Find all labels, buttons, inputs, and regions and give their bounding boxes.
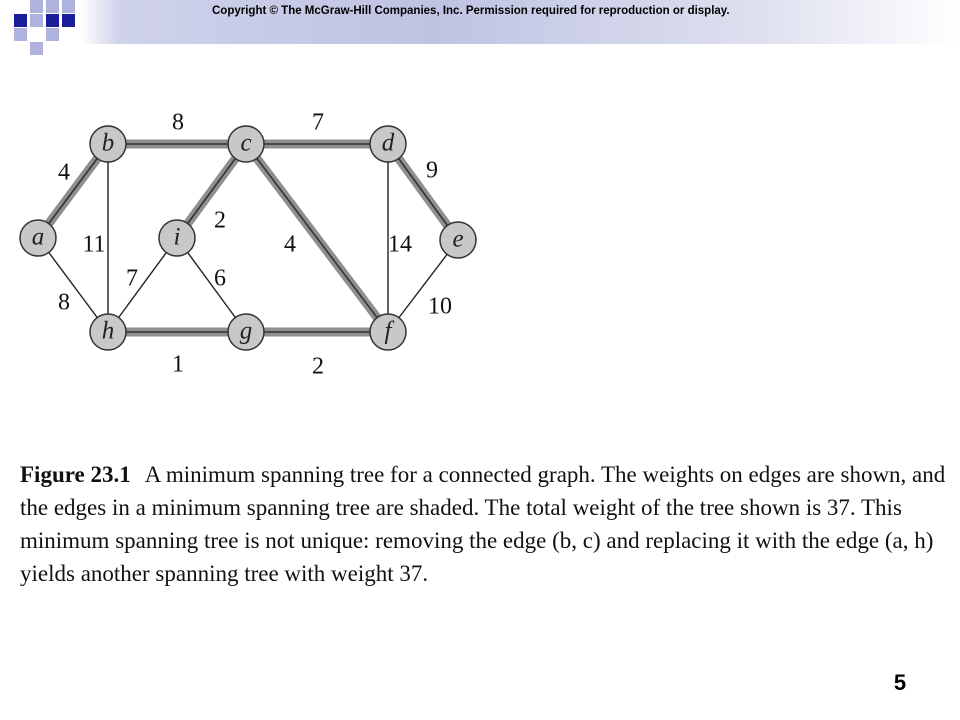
deco-square: [30, 14, 43, 27]
edge-weight-i-h: 7: [126, 265, 138, 292]
deco-square: [14, 14, 27, 27]
edge-weight-c-i: 2: [214, 207, 226, 234]
copyright-notice: Copyright © The McGraw-Hill Companies, Inc. Permission required for reproduction or display.: [212, 5, 730, 17]
edge-weight-b-h: 11: [82, 231, 106, 258]
figure-caption: [20, 458, 950, 618]
deco-square: [46, 0, 59, 13]
caption-text: A minimum spanning tree for a connected graph. The weights on edges are shown, and the edges in a minimum spanning tree are shaded. The total weight of the tree shown is 37. This minimum spanning tree is not unique: removing the edge (b, c) and replacing it with the edge (a, h) yields another spanning tree with weight 37.: [20, 462, 946, 586]
node-c: [228, 126, 264, 162]
edge-weight-h-g: 1: [172, 351, 184, 378]
edge-weight-i-g: 6: [214, 265, 226, 292]
node-label-h: h: [101, 317, 115, 345]
figure-label: Figure 23.1: [20, 462, 131, 487]
edge-weight-g-f: 2: [312, 353, 324, 380]
edge-weight-e-f: 10: [428, 293, 452, 320]
node-label-f: f: [384, 317, 392, 345]
deco-square: [62, 0, 75, 13]
node-label-b: b: [101, 129, 115, 157]
node-b: [90, 126, 126, 162]
deco-square: [46, 14, 59, 27]
node-label-c: c: [240, 129, 252, 157]
node-f: [370, 314, 406, 350]
deco-square: [14, 28, 27, 41]
node-i: [159, 220, 195, 256]
spanning-tree-graph: [0, 90, 520, 380]
node-g: [228, 314, 264, 350]
deco-square: [30, 0, 43, 13]
node-label-a: a: [31, 223, 45, 251]
edge-weight-d-f: 14: [388, 231, 412, 258]
edge-weight-b-c: 8: [172, 109, 184, 136]
node-label-d: d: [381, 129, 395, 157]
node-label-e: e: [452, 225, 464, 253]
deco-square: [30, 42, 43, 55]
node-d: [370, 126, 406, 162]
deco-square: [46, 28, 59, 41]
node-label-i: i: [173, 223, 181, 251]
edge-weight-a-h: 8: [58, 289, 70, 316]
node-a: [20, 220, 56, 256]
node-h: [90, 314, 126, 350]
decorative-squares: [0, 0, 80, 56]
edge-weight-c-f: 4: [284, 231, 296, 258]
node-label-g: g: [239, 317, 253, 345]
deco-square: [62, 14, 75, 27]
tree-edge-core-c-f: [246, 144, 388, 332]
slide-number: 5: [893, 670, 907, 695]
edge-weight-d-e: 9: [426, 157, 438, 184]
node-e: [440, 222, 476, 258]
edge-weight-a-b: 4: [58, 159, 70, 186]
edge-weight-c-d: 7: [312, 109, 324, 136]
